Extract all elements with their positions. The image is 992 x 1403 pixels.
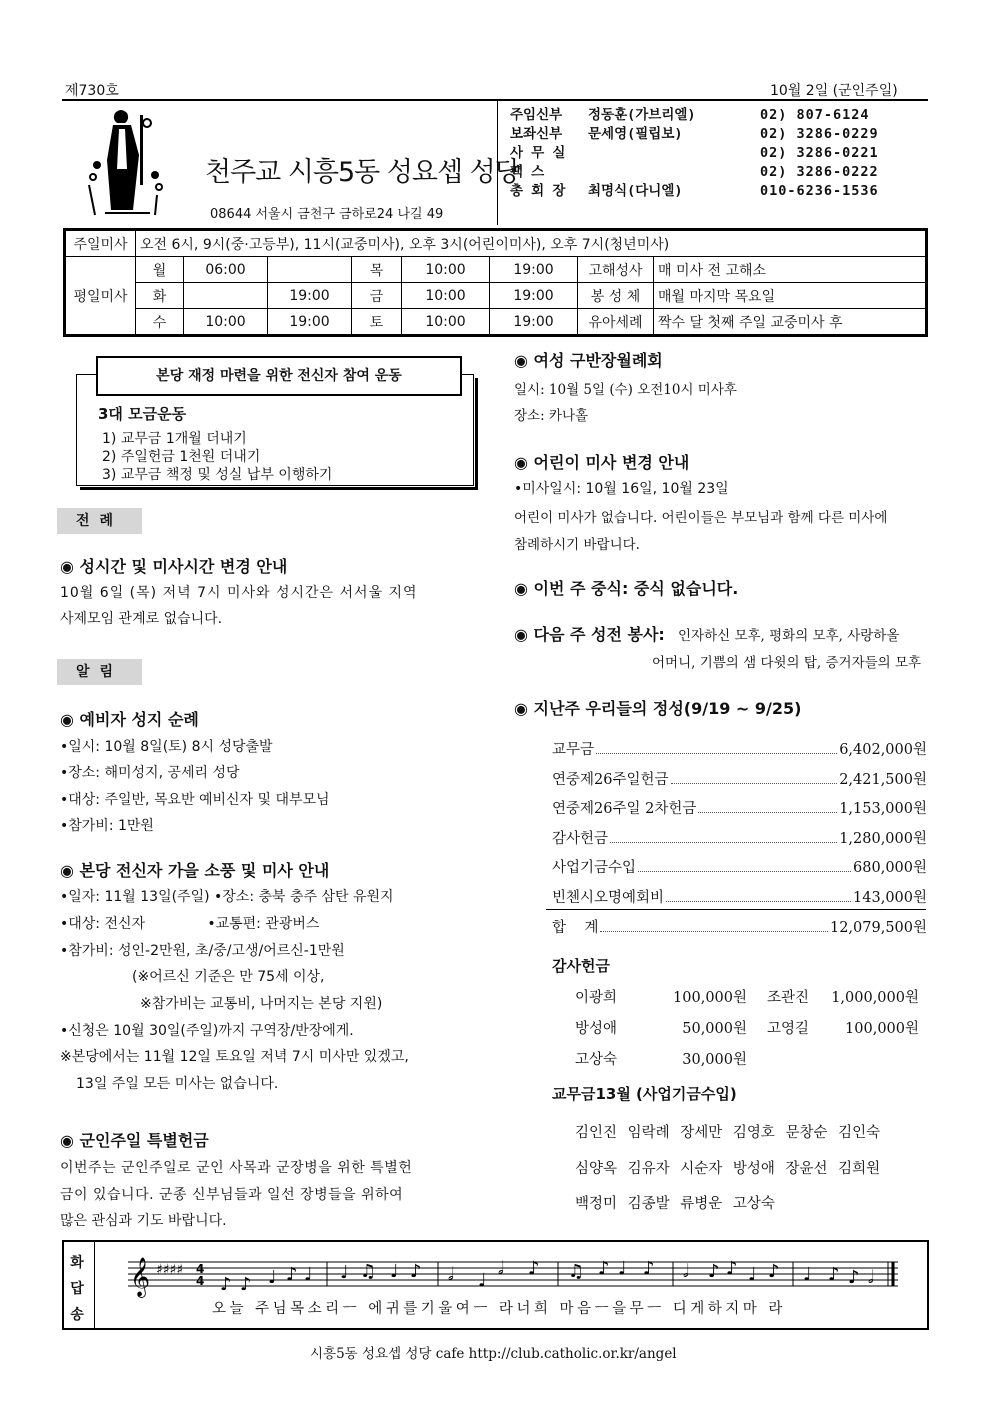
month13-names: 백정미 김종발 류병운 고상숙 — [575, 1196, 775, 1212]
ledger-row — [552, 738, 927, 759]
ledger-leader — [698, 797, 837, 813]
hymn-label-char: 화 — [70, 1255, 84, 1271]
hour-change-heading: ◉ 성시간 및 미사시간 변경 안내 — [60, 557, 288, 576]
svg-text:♪: ♪ — [828, 1264, 840, 1285]
mass-time: 06:00 — [184, 257, 268, 283]
contact-role: 주임신부 — [510, 107, 563, 123]
ledger-leader — [638, 856, 851, 872]
ledger-row — [552, 886, 927, 907]
ledger-amount: 2,421,500원 — [839, 772, 927, 788]
contact-phone: 02) 3286-0229 — [760, 126, 879, 142]
donor-name: 이광희 — [575, 990, 618, 1006]
sunday-mass-row — [66, 231, 926, 257]
weekday-day: 화 — [136, 283, 184, 309]
svg-text:♯♯♯♯: ♯♯♯♯ — [156, 1262, 184, 1278]
ledger-row — [552, 768, 927, 789]
ledger-leader — [671, 768, 838, 784]
svg-text:♩: ♩ — [268, 1267, 277, 1288]
women-meeting-line: 장소: 카나홀 — [514, 408, 589, 424]
hymn-label-divider — [94, 1240, 95, 1330]
thanks-offering-heading: 감사헌금 — [552, 957, 610, 975]
pilgrimage-line: •장소: 해미성지, 공세리 성당 — [60, 765, 240, 781]
donor-amount: 100,000원 — [673, 990, 747, 1006]
pilgrimage-line: •대상: 주일반, 목요반 예비신자 및 대부모님 — [60, 792, 330, 808]
picnic-line: 13일 주일 모든 미사는 없습니다. — [76, 1076, 279, 1092]
svg-text:♫: ♫ — [568, 1261, 585, 1282]
campaign-subtitle: 3대 모금운동 — [98, 405, 187, 423]
hymn-label-char: 송 — [70, 1307, 84, 1323]
sacrament-info: 짝수 달 첫째 주일 교중미사 후 — [654, 309, 926, 335]
contact-phone: 02) 807-6124 — [760, 107, 870, 123]
ledger-total-label: 합 계 — [552, 920, 599, 936]
mass-time: 19:00 — [268, 283, 352, 309]
donor-amount: 50,000원 — [682, 1021, 747, 1037]
weekday-day: 토 — [352, 309, 402, 335]
contact-role: 총 회 장 — [510, 183, 566, 199]
mass-time: 19:00 — [490, 257, 578, 283]
ledger-row — [552, 797, 927, 818]
ledger-label: 감사헌금 — [552, 831, 609, 847]
svg-text:♩: ♩ — [340, 1262, 349, 1283]
contact-row — [510, 163, 928, 182]
church-address: 08644 서울시 금천구 금하로24 나길 49 — [210, 207, 444, 222]
ledger-amount: 143,000원 — [853, 890, 927, 906]
altar-service-heading: ◉ 다음 주 성전 봉사: — [514, 625, 665, 644]
music-staff-icon — [128, 1250, 908, 1300]
contact-name: 최명식(다니엘) — [588, 183, 683, 199]
picnic-line: (※어르신 기준은 만 75세 이상, — [132, 969, 325, 985]
contact-phone: 02) 3286-0222 — [760, 164, 879, 180]
thanks-row — [575, 1048, 925, 1069]
svg-text:♪: ♪ — [768, 1261, 780, 1282]
ledger-total-amount: 12,079,500원 — [829, 920, 927, 936]
contact-list — [510, 106, 928, 201]
mass-time: 10:00 — [402, 283, 490, 309]
svg-text:♪: ♪ — [220, 1274, 232, 1295]
svg-text:♩: ♩ — [478, 1270, 487, 1291]
mass-schedule-table — [65, 230, 926, 335]
hymn-label-char: 답 — [70, 1281, 84, 1297]
contact-role: 팩 스 — [510, 164, 545, 180]
ledger-leader — [600, 916, 828, 932]
pilgrimage-line: •참가비: 1만원 — [60, 818, 154, 834]
svg-text:4: 4 — [196, 1274, 205, 1288]
donor-name: 고상숙 — [575, 1052, 618, 1068]
ledger-total-row — [552, 916, 927, 937]
army-sunday-heading: ◉ 군인주일 특별헌금 — [60, 1131, 209, 1150]
svg-text:♪: ♪ — [848, 1267, 860, 1288]
campaign-title: 본당 재정 마련을 위한 전신자 참여 운동 — [96, 356, 462, 396]
svg-text:♪: ♪ — [410, 1261, 422, 1282]
sacrament-label: 유아세례 — [578, 309, 654, 335]
section-tag-liturgy: 전례 — [57, 508, 142, 534]
sunday-mass-label: 주일미사 — [66, 231, 136, 257]
women-meeting-line: 일시: 10월 5일 (수) 오전10시 미사후 — [514, 382, 737, 398]
picnic-line: •신청은 10월 30일(주일)까지 구역장/반장에게. — [60, 1023, 354, 1039]
sacrament-label: 고해성사 — [578, 257, 654, 283]
mass-time: 10:00 — [184, 309, 268, 335]
donor-name: 방성애 — [575, 1021, 618, 1037]
svg-text:♪: ♪ — [643, 1258, 655, 1279]
psalm-lyrics: 오늘 주님목소리ㅡ 에귀를기울여ㅡ 라너희 마음ㅡ을무ㅡ 디게하지마 라 — [212, 1301, 786, 1317]
ledger-row — [552, 856, 927, 877]
weekday-day: 목 — [352, 257, 402, 283]
contact-phone: 02) 3286-0221 — [760, 145, 879, 161]
contact-role: 사 무 실 — [510, 145, 566, 161]
ledger-label: 연중제26주일 2차헌금 — [552, 801, 697, 817]
campaign-item: 2) 주일헌금 1천원 더내기 — [102, 449, 261, 465]
donor-name: 조관진 — [766, 990, 809, 1006]
ledger-total-rule — [546, 909, 926, 910]
donor-amount: 30,000원 — [682, 1052, 747, 1068]
picnic-line: •대상: 전신자 •교통편: 관광버스 — [60, 916, 320, 932]
pilgrimage-heading: ◉ 예비자 성지 순례 — [60, 710, 199, 729]
contact-row — [510, 125, 928, 144]
campaign-item: 3) 교무금 책정 및 성실 납부 이행하기 — [102, 467, 333, 483]
svg-text:𝅗𝅥: 𝅗𝅥 — [868, 1267, 874, 1288]
picnic-line: ※참가비는 교통비, 나머지는 본당 지원) — [140, 996, 383, 1012]
thanks-row — [575, 1017, 925, 1038]
svg-text:4: 4 — [196, 1262, 205, 1276]
kids-mass-date: •미사일시: 10월 16일, 10월 23일 — [514, 481, 729, 497]
weekday-mass-label: 평일미사 — [66, 257, 136, 335]
contact-name: 문세영(필립보) — [588, 126, 683, 142]
lunch-notice: ◉ 이번 주 중식: 중식 없습니다. — [514, 579, 739, 598]
svg-text:♪: ♪ — [708, 1261, 720, 1282]
month13-names: 심양옥 김유자 시순자 방성애 장윤선 김희원 — [575, 1161, 881, 1177]
pilgrimage-line: •일시: 10월 8일(토) 8시 성당출발 — [60, 739, 273, 755]
mass-time: 19:00 — [490, 309, 578, 335]
ledger-amount: 1,153,000원 — [839, 801, 927, 817]
contact-row — [510, 182, 928, 201]
women-meeting-heading: ◉ 여성 구반장월례회 — [514, 351, 663, 370]
month13-names: 김인진 임락례 장세만 김영호 문창순 김인숙 — [575, 1125, 881, 1141]
army-sunday-line: 이번주는 군인주일로 군인 사목과 군장병을 위한 특별헌 — [60, 1160, 413, 1176]
picnic-line: •참가비: 성인-2만원, 초/중/고생/어르신-1만원 — [60, 943, 345, 959]
svg-text:♩: ♩ — [390, 1261, 399, 1282]
ledger-leader — [596, 738, 837, 754]
svg-text:𝅗𝅥: 𝅗𝅥 — [448, 1264, 454, 1285]
sacrament-info: 매 미사 전 고해소 — [654, 257, 926, 283]
contact-name — [588, 144, 760, 163]
st-joseph-logo-icon — [85, 105, 165, 220]
ledger-amount: 6,402,000원 — [839, 742, 927, 758]
offering-heading: ◉ 지난주 우리들의 정성(9/19 ~ 9/25) — [514, 699, 802, 718]
svg-text:♪: ♪ — [286, 1264, 298, 1285]
contact-row — [510, 144, 928, 163]
contact-name — [588, 163, 760, 182]
weekday-mass-row — [66, 309, 926, 335]
svg-text:♩: ♩ — [304, 1264, 313, 1285]
svg-text:♩: ♩ — [803, 1264, 812, 1285]
mass-time — [268, 257, 352, 283]
weekday-day: 수 — [136, 309, 184, 335]
month13-heading: 교무금13월 (사업기금수입) — [552, 1085, 737, 1103]
donor-amount: 100,000원 — [845, 1021, 919, 1037]
sacrament-info: 매월 마지막 목요일 — [654, 283, 926, 309]
header-rule — [62, 99, 928, 101]
mass-time: 19:00 — [490, 283, 578, 309]
ledger-label: 연중제26주일헌금 — [552, 772, 669, 788]
weekday-mass-row — [66, 257, 926, 283]
svg-text:♫: ♫ — [360, 1261, 377, 1282]
army-sunday-line: 많은 관심과 기도 바랍니다. — [60, 1213, 227, 1229]
church-name: 천주교 시흥5동 성요셉 성당 — [205, 157, 520, 188]
svg-text:♪: ♪ — [598, 1258, 610, 1279]
svg-text:𝅗𝅥: 𝅗𝅥 — [683, 1261, 689, 1282]
issue-date: 10월 2일 (군인주일) — [770, 83, 898, 99]
mass-time: 10:00 — [402, 257, 490, 283]
picnic-heading: ◉ 본당 전신자 가을 소풍 및 미사 안내 — [60, 861, 330, 880]
donor-amount: 1,000,000원 — [831, 990, 919, 1006]
contact-row — [510, 106, 928, 125]
svg-text:♩: ♩ — [748, 1264, 757, 1285]
issue-number: 제730호 — [65, 83, 119, 99]
ledger-leader — [666, 886, 851, 902]
mass-time — [184, 283, 268, 309]
altar-service-line: 어머니, 기쁨의 샘 다윗의 탑, 증거자들의 모후 — [652, 655, 922, 671]
mass-time: 19:00 — [268, 309, 352, 335]
svg-text:♪: ♪ — [240, 1274, 252, 1295]
ledger-leader — [610, 827, 837, 843]
contact-name: 정동훈(가브리엘) — [588, 107, 696, 123]
header-divider — [497, 100, 498, 225]
svg-text:𝄞: 𝄞 — [130, 1257, 151, 1297]
altar-service-line: 인자하신 모후, 평화의 모후, 사랑하올 — [678, 628, 900, 644]
ledger-amount: 680,000원 — [853, 860, 927, 876]
kids-mass-line: 참례하시기 바랍니다. — [514, 537, 640, 553]
donor-name: 고영길 — [766, 1021, 809, 1037]
svg-text:𝅗𝅥: 𝅗𝅥 — [498, 1258, 504, 1279]
mass-time: 10:00 — [402, 309, 490, 335]
campaign-item: 1) 교무금 1개월 더내기 — [102, 431, 247, 447]
ledger-label: 교무금 — [552, 742, 595, 758]
sunday-mass-times: 오전 6시, 9시(중·고등부), 11시(교중미사), 오후 3시(어린이미사), 오후 7시(청년미사) — [136, 231, 926, 257]
picnic-line: ※본당에서는 11월 12일 토요일 저녁 7시 미사만 있겠고, — [60, 1049, 409, 1065]
ledger-label: 사업기금수입 — [552, 860, 637, 876]
kids-mass-line: 어린이 미사가 없습니다. 어린이들은 부모님과 함께 다른 미사에 — [514, 510, 888, 526]
svg-text:♪: ♪ — [528, 1258, 540, 1279]
contact-role: 보좌신부 — [510, 126, 563, 142]
svg-text:♪: ♪ — [726, 1258, 738, 1279]
ledger-row — [552, 827, 927, 848]
kids-mass-heading: ◉ 어린이 미사 변경 안내 — [514, 453, 690, 472]
picnic-line: •일자: 11월 13일(주일) •장소: 충북 충주 삼탄 유원지 — [60, 889, 394, 905]
svg-text:♩: ♩ — [618, 1258, 627, 1279]
ledger-amount: 1,280,000원 — [839, 831, 927, 847]
section-tag-notice: 알림 — [57, 659, 142, 685]
sacrament-label: 봉 성 체 — [578, 283, 654, 309]
ledger-label: 빈첸시오명예회비 — [552, 890, 665, 906]
footer-cafe-address: 시흥5동 성요셉 성당 cafe http://club.catholic.or.kr/angel — [310, 1346, 677, 1362]
weekday-day: 금 — [352, 283, 402, 309]
weekday-mass-row — [66, 283, 926, 309]
weekday-day: 월 — [136, 257, 184, 283]
hour-change-body: 10월 6일 (목) 저녁 7시 미사와 성시간은 서서울 지역 — [60, 585, 418, 601]
army-sunday-line: 금이 있습니다. 군종 신부님들과 일선 장병들을 위하여 — [60, 1187, 404, 1203]
hour-change-body: 사제모임 관계로 없습니다. — [60, 611, 223, 627]
thanks-row — [575, 986, 925, 1007]
contact-phone: 010-6236-1536 — [760, 183, 879, 199]
